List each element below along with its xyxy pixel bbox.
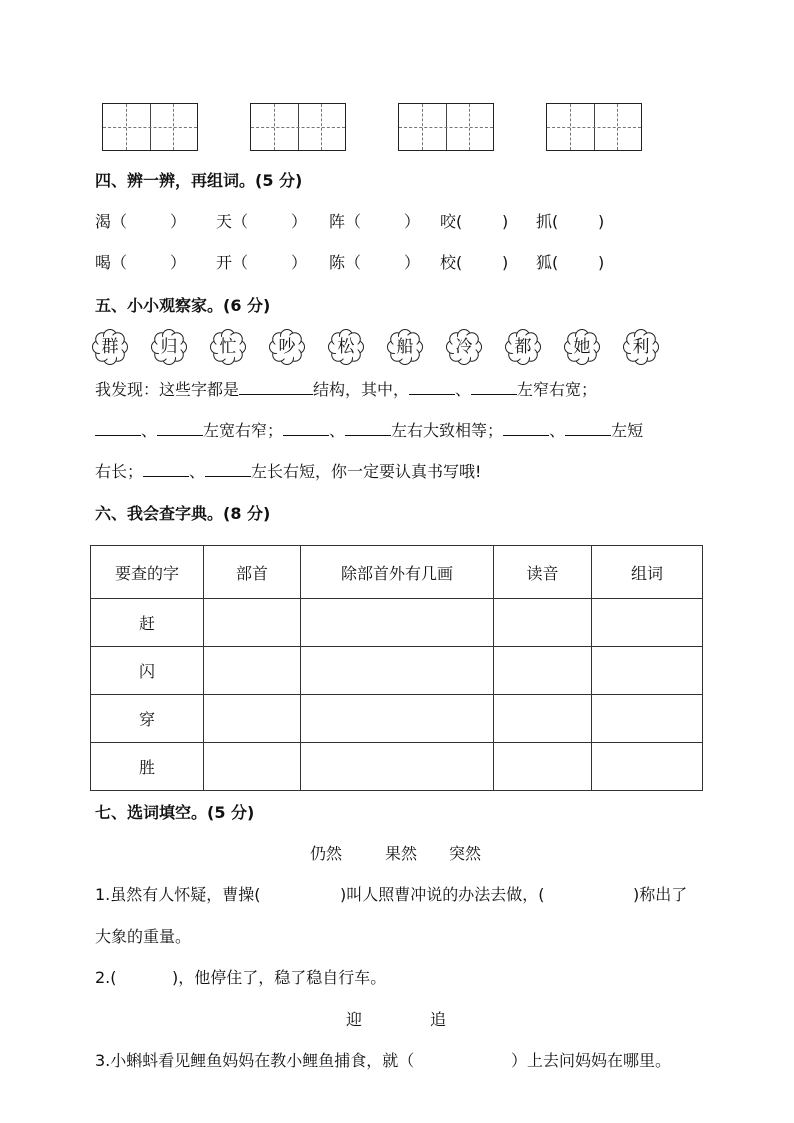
flower-char-badge [505,329,541,365]
flower-char-badge [446,329,482,365]
question-2-part-a: 2.( [95,968,117,987]
flower-char: 利 [632,337,650,357]
question-2-part-b: )，他停住了，稳了稳自行车。 [172,968,387,987]
paren-close: ） [170,253,187,272]
flower-char-badge [623,329,659,365]
fill-blank[interactable] [205,460,251,477]
answer-cell[interactable] [301,695,494,743]
section5-heading: 五、小小观察家。(6 分) [95,296,271,315]
flower-char-badge [387,329,423,365]
word-prompt: 陈（ [329,253,362,272]
word-choice: 果然 [385,844,418,863]
col-header: 部首 [204,546,301,599]
question-1-part-d: 大象的重量。 [95,927,192,946]
fill-blank[interactable] [283,419,329,436]
table-row [91,599,703,647]
writing-grid[interactable] [250,103,346,151]
table-row [91,743,703,791]
answer-cell[interactable] [494,695,592,743]
word-prompt: 天（ [216,212,249,231]
flower-char-badge [210,329,246,365]
flower-char: 她 [573,337,591,357]
word-prompt: 咬( [440,212,463,231]
answer-cell[interactable] [494,647,592,695]
answer-cell[interactable] [494,599,592,647]
word-prompt: 抓( [536,212,559,231]
answer-cell[interactable] [301,647,494,695]
flower-char-badge [564,329,600,365]
flower-char-badge [151,329,187,365]
answer-cell[interactable] [301,599,494,647]
dictionary-table [90,545,703,791]
flower-char: 吵 [278,337,296,357]
writing-grid[interactable] [546,103,642,151]
word-prompt: 校( [440,253,463,272]
word-choice: 仍然 [310,844,343,863]
section4-heading: 四、辨一辨，再组词。(5 分) [95,171,303,190]
word-choice: 追 [430,1010,447,1029]
answer-cell[interactable] [592,743,703,791]
answer-cell[interactable] [592,647,703,695]
answer-cell[interactable] [494,743,592,791]
fill-blank[interactable] [471,378,517,395]
observation-line-1: 我发现：这些字都是 结构，其中， 、 左窄右宽； [95,380,598,399]
table-row [91,695,703,743]
flower-char-badge [328,329,364,365]
answer-cell[interactable] [592,599,703,647]
fill-blank[interactable] [345,419,391,436]
fill-blank[interactable] [503,419,549,436]
fill-blank[interactable] [157,419,203,436]
observation-line-2: 、 左宽右窄； 、 左右大致相等； 、 左短 [95,419,643,442]
fill-blank[interactable] [143,460,189,477]
question-1-part-c: )称出了 [633,885,688,904]
word-choice: 迎 [346,1010,363,1029]
flower-char: 冷 [455,337,473,357]
paren-close: ) [502,212,509,231]
col-header: 要查的字 [91,546,204,599]
word-prompt: 渴（ [95,212,128,231]
word-prompt: 开（ [216,253,249,272]
writing-grid[interactable] [398,103,494,151]
col-header: 组词 [592,546,703,599]
writing-grid[interactable] [102,103,198,151]
paren-close: ） [291,253,308,272]
paren-close: ) [598,212,605,231]
lookup-char: 闪 [91,647,204,695]
paren-close: ） [404,253,421,272]
answer-cell[interactable] [204,695,301,743]
question-3-part-b: ）上去问妈妈在哪里。 [511,1051,672,1070]
word-choice: 突然 [449,844,482,863]
flower-char: 都 [514,337,532,357]
section6-heading: 六、我会查字典。(8 分) [95,504,271,523]
word-prompt: 狐( [536,253,559,272]
paren-close: ） [404,212,421,231]
observation-line-3: 右长； 、 左长右短，你一定要认真书写哦! [95,462,482,481]
flower-char: 船 [396,337,414,357]
fill-blank[interactable] [239,378,313,395]
flower-char: 归 [160,337,178,357]
col-header: 除部首外有几画 [301,546,494,599]
col-header: 读音 [494,546,592,599]
flower-char: 忙 [219,337,237,357]
flower-char: 群 [101,337,119,357]
answer-cell[interactable] [592,695,703,743]
fill-blank[interactable] [95,419,141,436]
section7-heading: 七、选词填空。(5 分) [95,803,255,822]
paren-close: ） [170,212,187,231]
fill-blank[interactable] [409,378,455,395]
paren-close: ) [502,253,509,272]
paren-close: ) [598,253,605,272]
fill-blank[interactable] [565,419,611,436]
question-1-part-a: 1.虽然有人怀疑，曹操( [95,885,261,904]
answer-cell[interactable] [204,647,301,695]
answer-cell[interactable] [204,599,301,647]
table-header-row [91,546,703,599]
word-prompt: 阵（ [329,212,362,231]
paren-close: ） [291,212,308,231]
answer-cell[interactable] [301,743,494,791]
flower-char-badge [269,329,305,365]
flower-char-badge [92,329,128,365]
lookup-char: 穿 [91,695,204,743]
question-1-part-b: )叫人照曹冲说的办法去做，( [340,885,545,904]
lookup-char: 胜 [91,743,204,791]
table-row [91,647,703,695]
answer-cell[interactable] [204,743,301,791]
flower-char: 松 [337,337,355,357]
word-prompt: 喝（ [95,253,128,272]
question-3-part-a: 3.小蝌蚪看见鲤鱼妈妈在教小鲤鱼捕食，就（ [95,1051,415,1070]
lookup-char: 赶 [91,599,204,647]
